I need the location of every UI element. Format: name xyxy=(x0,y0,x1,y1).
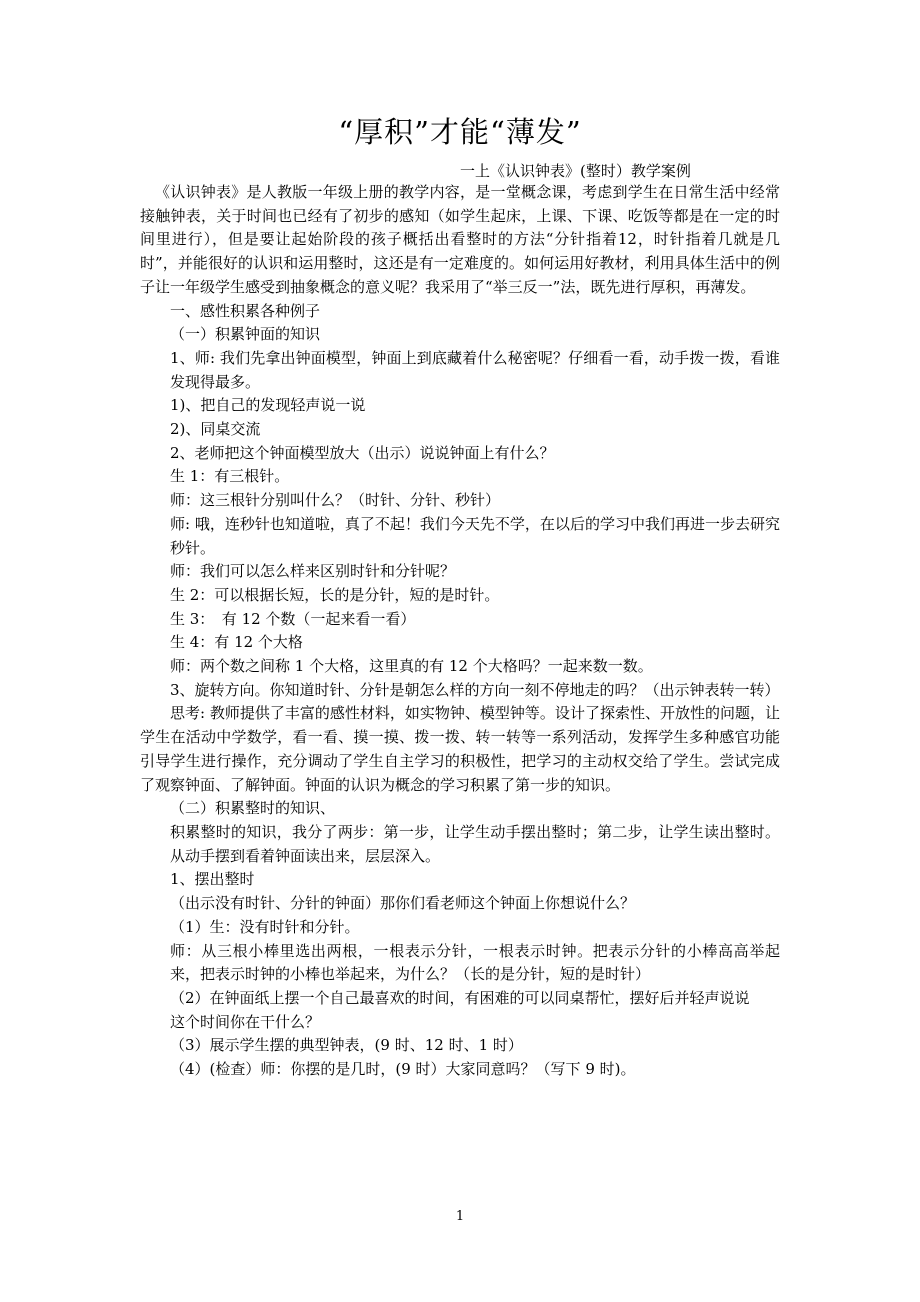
section-heading-1: 一、感性积累各种例子 xyxy=(170,301,321,320)
step-1-paragraph: 1、师: 我们先拿出钟面模型，钟面上到底藏着什么秘密呢？仔细看一看，动手拨一拨，看谁发现得最多。 xyxy=(170,348,780,391)
dialogue-line: （出示没有时针、分针的钟面）那你们看老师这个钟面上你想说什么？ xyxy=(170,894,636,913)
step-1-sub-2: 2)、同桌交流 xyxy=(170,420,261,439)
step-heading: 1、摆出整时 xyxy=(170,870,255,889)
activity-paragraph: 这个时间你在干什么？ xyxy=(170,1012,321,1031)
dialogue-line: 师：我们可以怎么样来区别时针和分针呢？ xyxy=(170,562,456,581)
whole-hour-intro: 积累整时的知识，我分了两步：第一步，让学生动手摆出整时；第二步，让学生读出整时。从动手摆到看着钟面读出来，层层深入。 xyxy=(170,822,780,865)
dialogue-line: 生 3： 有 12 个数（一起来看一看） xyxy=(170,609,416,628)
intro-paragraph: 《认识钟表》是人教版一年级上册的教学内容，是一堂概念课，考虑到学生在日常生活中经常接触钟表，关于时间也已经有了初步的感知（如学生起床，上课、下课、吃饭等都是在一定的时间里进行），但是要让起始阶段的孩子概括出看整时的方法“分针指着12，时针指着几就是几时”，并能很好的认识和运用整时，这还是有一定难度的。如何运用好教材，利用具体生活中的例子让一年级学生感受到抽象概念的意义呢？我采用了“举三反一”法，既先进行厚积，再薄发。 xyxy=(140,183,780,296)
step-1-sub-1: 1)、把自己的发现轻声说一说 xyxy=(170,396,366,415)
document-title: “厚积”才能“薄发” xyxy=(338,115,582,149)
reflection-paragraph: 思考: 教师提供了丰富的感性材料，如实物钟、模型钟等。设计了探索性、开放性的问题，让学生在活动中学数学，看一看、摸一摸、拨一拨、转一转等一系列活动，发挥学生多种感官功能引导学生进行操作，充分调动了学生自主学习的积极性，把学习的主动权交给了学生。尝试完成了观察钟面、了解钟面。钟面的认识为概念的学习积累了第一步的知识。 xyxy=(140,704,780,794)
dialogue-line: 师：这三根针分别叫什么？（时针、分针、秒针） xyxy=(170,491,501,510)
document-subtitle: 一上《认识钟表》(整时）教学案例 xyxy=(460,162,691,180)
page-number: 1 xyxy=(455,1209,465,1224)
dialogue-line: 师：从三根小棒里选出两根，一根表示分针，一根表示时钟。把表示分针的小棒高高举起来，把表示时钟的小棒也举起来，为什么？（长的是分针，短的是时针） xyxy=(170,941,780,984)
dialogue-line: 生 1：有三根针。 xyxy=(170,467,290,486)
step-3-paragraph: 3、旋转方向。你知道时针、分针是朝怎么样的方向一刻不停地走的吗？（出示钟表转一转） xyxy=(170,680,780,699)
document-body xyxy=(140,181,780,1082)
subsection-heading-1: （一）积累钟面的知识 xyxy=(170,325,321,344)
dialogue-line: 生 2：可以根据长短，长的是分针，短的是时针。 xyxy=(170,585,500,604)
step-2-paragraph: 2、老师把这个钟面模型放大（出示）说说钟面上有什么？ xyxy=(170,443,555,462)
subsection-heading-2: （二）积累整时的知识、 xyxy=(170,799,336,818)
activity-paragraph: （4）(检查）师：你摆的是几时，(9 时）大家同意吗？（写下 9 时)。 xyxy=(170,1060,636,1079)
dialogue-line: 师：两个数之间称 1 个大格，这里真的有 12 个大格吗？一起来数一数。 xyxy=(170,657,653,676)
activity-paragraph: （3）展示学生摆的典型钟表，(9 时、12 时、1 时） xyxy=(170,1036,523,1055)
dialogue-line: 生 4：有 12 个大格 xyxy=(170,633,303,652)
dialogue-line: （1）生：没有时针和分针。 xyxy=(170,917,360,936)
dialogue-line: 师: 哦，连秒针也知道啦，真了不起！我们今天先不学，在以后的学习中我们再进一步去研究秒针。 xyxy=(170,514,780,557)
activity-paragraph: （2）在钟面纸上摆一个自己最喜欢的时间，有困难的可以同桌帮忙，摆好后并轻声说说 xyxy=(170,988,750,1007)
